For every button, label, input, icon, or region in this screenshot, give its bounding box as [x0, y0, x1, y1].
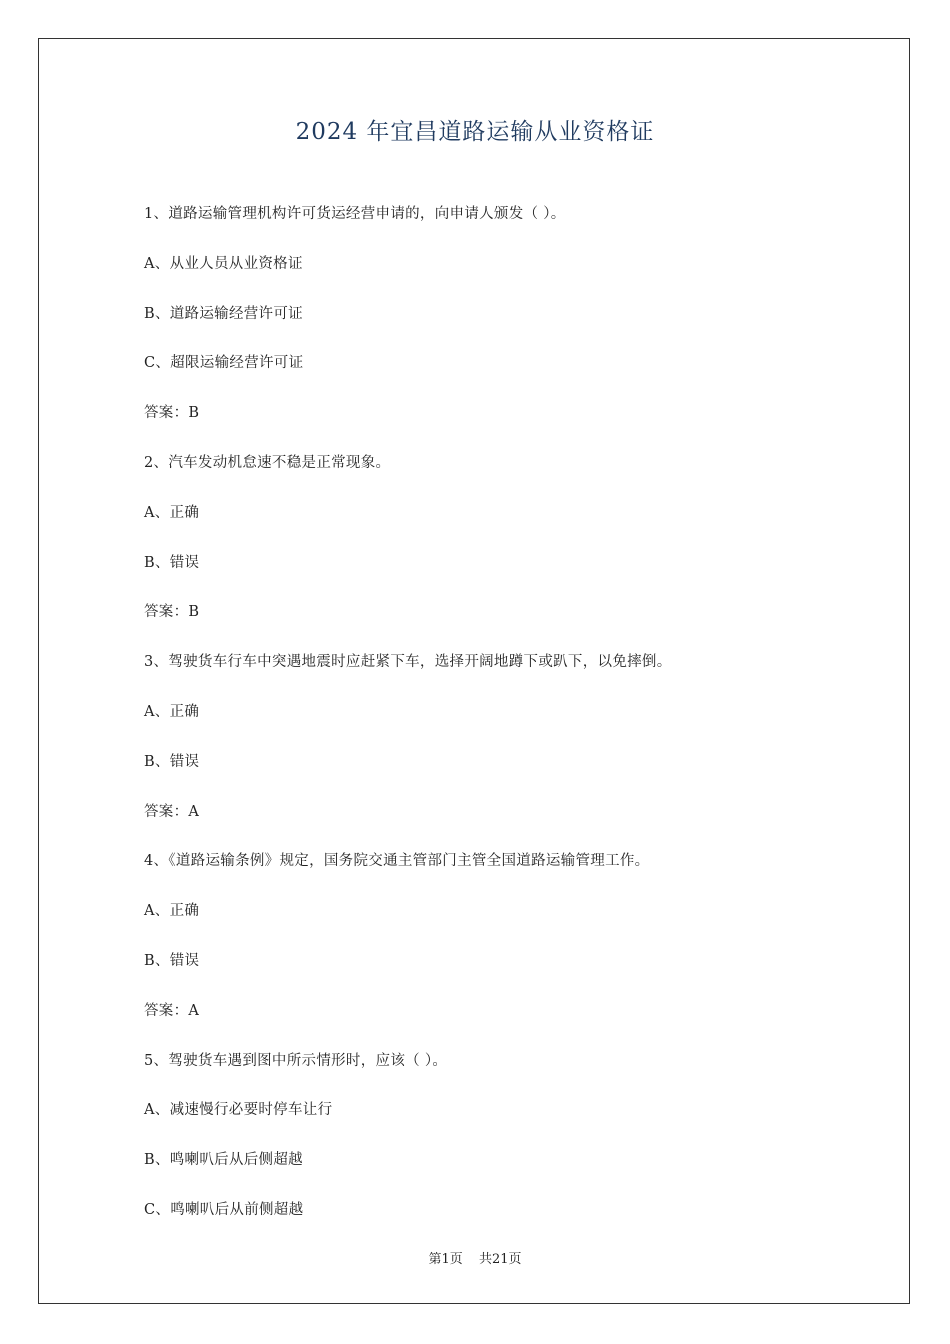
question-1-stem: 1、道路运输管理机构许可货运经营申请的，向申请人颁发（ ）。: [144, 206, 566, 222]
question-4-answer: 答案：A: [144, 1002, 200, 1019]
question-5-option-a: A、减速慢行必要时停车让行: [144, 1102, 333, 1119]
question-4-option-a: A、正确: [144, 903, 200, 920]
question-3-answer: 答案：A: [144, 803, 200, 820]
document-title: 2024 年宜昌道路运输从业资格证: [295, 119, 655, 145]
page-total: 共21页: [478, 1252, 522, 1267]
question-5-option-b: B、鸣喇叭后从后侧超越: [144, 1152, 303, 1169]
question-3-option-b: B、错误: [144, 753, 200, 770]
question-list: [144, 199, 864, 1245]
question-1-option-b: B、道路运输经营许可证: [144, 305, 303, 322]
question-1-option-c: C、超限运输经营许可证: [144, 355, 304, 372]
question-2-option-a: A、正确: [144, 504, 200, 521]
question-5-stem: 5、驾驶货车遇到图中所示情形时，应该（ ）。: [144, 1052, 448, 1069]
question-2-stem: 2、汽车发动机怠速不稳是正常现象。: [144, 454, 391, 471]
page-number: 第1页: [428, 1252, 463, 1267]
question-1-option-a: A、从业人员从业资格证: [144, 255, 303, 272]
question-4-stem: 4、《道路运输条例》规定，国务院交通主管部门主管全国道路运输管理工作。: [144, 853, 650, 870]
question-3-option-a: A、正确: [144, 703, 200, 720]
question-2-option-b: B、错误: [144, 554, 200, 571]
question-3-stem: 3、驾驶货车行车中突遇地震时应赶紧下车，选择开阔地蹲下或趴下，以免摔倒。: [144, 654, 672, 671]
question-4-option-b: B、错误: [144, 952, 200, 969]
question-2-answer: 答案：B: [144, 604, 200, 621]
question-1-answer: 答案：B: [144, 405, 200, 422]
page-footer: [0, 1248, 950, 1267]
question-5-option-c: C、鸣喇叭后从前侧超越: [144, 1201, 304, 1218]
